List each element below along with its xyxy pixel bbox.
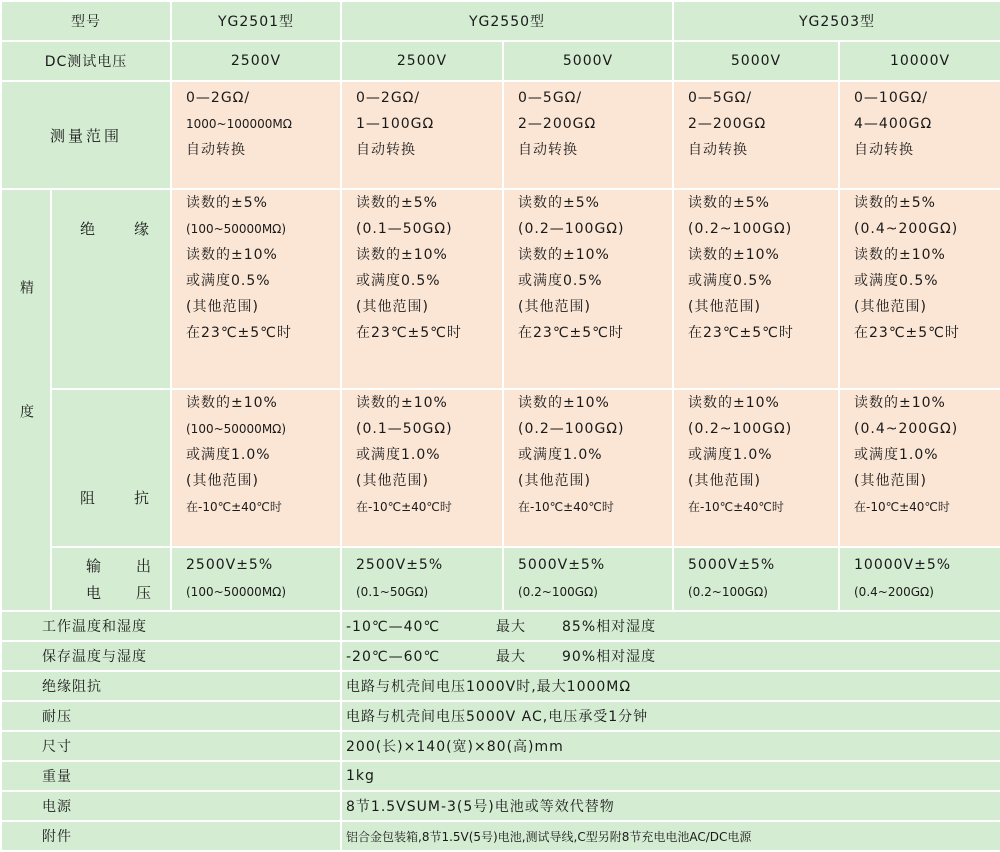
- resistance-line: 或满度1.0%: [356, 447, 441, 463]
- range-line: 0—5GΩ/: [688, 90, 753, 106]
- range-line: 自动转换: [186, 142, 246, 158]
- resistance-line: (100~50000MΩ): [186, 422, 287, 436]
- insulation-label-a: 绝: [80, 220, 97, 238]
- resistance-line: 在-10℃±40℃时: [854, 500, 950, 514]
- insulation-label-b: 缘: [133, 220, 150, 238]
- insulation-line: 在23℃±5℃时: [186, 325, 292, 341]
- resistance-label: [51, 389, 171, 547]
- insulation-line: (其他范围): [186, 299, 259, 315]
- insulation-line: 在23℃±5℃时: [518, 325, 624, 341]
- output-label-c: 电: [86, 584, 103, 602]
- insulation-line: 读数的±5%: [688, 195, 770, 211]
- resistance-line: 在-10℃±40℃时: [688, 500, 784, 514]
- insulation-line: 或满度0.5%: [356, 273, 441, 289]
- model-yg2501: YG2501型: [171, 1, 341, 41]
- voltage-row: [1, 41, 1000, 81]
- insulation-line: 读数的±5%: [518, 195, 600, 211]
- general-row: [1, 731, 1000, 761]
- header-row: [1, 1, 1000, 41]
- resistance-line: 读数的±10%: [518, 395, 610, 411]
- insulation-cell: [503, 189, 673, 389]
- output-cell: [673, 547, 839, 611]
- model-yg2503: YG2503型: [673, 1, 1000, 41]
- output-cell: [503, 547, 673, 611]
- voltage-value: 2500V: [341, 41, 503, 81]
- general-value: 200(长)×140(宽)×80(高)mm: [341, 731, 1000, 761]
- output-label-b: 出: [135, 557, 152, 575]
- insulation-line: (0.1—50GΩ): [356, 221, 453, 237]
- range-line: 0—2GΩ/: [356, 90, 421, 106]
- general-label: 尺寸: [1, 731, 341, 761]
- resistance-line: (其他范围): [688, 473, 761, 489]
- range-line: 2—200GΩ: [688, 116, 767, 132]
- resistance-cell: [341, 389, 503, 547]
- output-label-d: 压: [135, 584, 152, 602]
- insulation-line: 或满度0.5%: [854, 273, 939, 289]
- output-line: (0.2~100GΩ): [688, 585, 768, 599]
- insulation-cell: [341, 189, 503, 389]
- insulation-line: 读数的±10%: [854, 247, 946, 263]
- insulation-cell: [673, 189, 839, 389]
- model-yg2550: YG2550型: [341, 1, 673, 41]
- range-line: 0—2GΩ/: [186, 90, 251, 106]
- resistance-label-b: 抗: [133, 489, 150, 507]
- range-line: 2—200GΩ: [518, 116, 597, 132]
- range-line: 1—100GΩ: [356, 116, 435, 132]
- resistance-cell: [839, 389, 1000, 547]
- general-value-mid: 最大: [496, 619, 526, 635]
- resistance-line: 读数的±10%: [186, 395, 278, 411]
- resistance-line: 或满度1.0%: [854, 447, 939, 463]
- insulation-line: 或满度0.5%: [518, 273, 603, 289]
- insulation-line: (其他范围): [854, 299, 927, 315]
- resistance-label-a: 阻: [80, 489, 97, 507]
- output-cell: [839, 547, 1000, 611]
- range-row: [1, 81, 1000, 189]
- insulation-line: (0.2~100GΩ): [688, 221, 793, 237]
- insulation-line: (0.2—100GΩ): [518, 221, 625, 237]
- general-label: 工作温度和湿度: [1, 611, 341, 641]
- resistance-line: (0.2—100GΩ): [518, 421, 625, 437]
- insulation-row: [1, 189, 1000, 389]
- insulation-line: 或满度0.5%: [186, 273, 271, 289]
- insulation-label: [51, 189, 171, 389]
- insulation-line: 读数的±5%: [854, 195, 936, 211]
- voltage-value: 2500V: [171, 41, 341, 81]
- output-line: 5000V±5%: [688, 557, 776, 573]
- insulation-cell: [839, 189, 1000, 389]
- insulation-line: (100~50000MΩ): [186, 222, 287, 236]
- general-label: 绝缘阻抗: [1, 671, 341, 701]
- output-line: (100~50000MΩ): [186, 585, 287, 599]
- insulation-line: 或满度0.5%: [688, 273, 773, 289]
- resistance-line: (其他范围): [186, 473, 259, 489]
- range-cell: [673, 81, 839, 189]
- resistance-cell: [673, 389, 839, 547]
- general-value: [341, 611, 1000, 641]
- voltage-value: 5000V: [673, 41, 839, 81]
- output-cell: [171, 547, 341, 611]
- resistance-line: (0.2~100GΩ): [688, 421, 793, 437]
- range-line: 0—5GΩ/: [518, 90, 583, 106]
- output-row: [1, 547, 1000, 611]
- resistance-line: 在-10℃±40℃时: [356, 500, 452, 514]
- insulation-line: (其他范围): [356, 299, 429, 315]
- range-line: 1000~100000MΩ: [186, 117, 292, 131]
- accuracy-label: [1, 189, 51, 611]
- insulation-line: 读数的±10%: [356, 247, 448, 263]
- general-value-text: -20℃—60℃: [346, 649, 441, 665]
- output-line: 2500V±5%: [186, 557, 274, 573]
- accuracy-label-char: 精度: [18, 280, 34, 528]
- resistance-row: [1, 389, 1000, 547]
- resistance-line: (0.4~200GΩ): [854, 421, 959, 437]
- resistance-cell: [171, 389, 341, 547]
- output-line: 10000V±5%: [854, 557, 952, 573]
- general-label: 附件: [1, 821, 341, 851]
- general-row: [1, 761, 1000, 791]
- resistance-line: 在-10℃±40℃时: [518, 500, 614, 514]
- general-label: 电源: [1, 791, 341, 821]
- output-cell: [341, 547, 503, 611]
- general-value-text: -10℃—40℃: [346, 619, 441, 635]
- range-line: 4—400GΩ: [854, 116, 933, 132]
- range-line: 自动转换: [688, 142, 748, 158]
- range-cell: [839, 81, 1000, 189]
- general-label: 重量: [1, 761, 341, 791]
- resistance-line: 读数的±10%: [854, 395, 946, 411]
- insulation-line: 读数的±10%: [518, 247, 610, 263]
- insulation-line: 读数的±10%: [186, 247, 278, 263]
- general-value-mid: 最大: [496, 649, 526, 665]
- general-value: 铝合金包装箱,8节1.5V(5号)电池,测试导线,C型另附8节充电电池AC/DC电源: [341, 821, 1000, 851]
- range-line: 自动转换: [356, 142, 416, 158]
- general-label: 耐压: [1, 701, 341, 731]
- output-label: [51, 547, 171, 611]
- resistance-line: 或满度1.0%: [518, 447, 603, 463]
- insulation-line: (0.4~200GΩ): [854, 221, 959, 237]
- resistance-line: 或满度1.0%: [186, 447, 271, 463]
- resistance-line: 读数的±10%: [356, 395, 448, 411]
- resistance-line: (0.1—50GΩ): [356, 421, 453, 437]
- general-row: [1, 701, 1000, 731]
- output-line: 2500V±5%: [356, 557, 444, 573]
- voltage-value: 5000V: [503, 41, 673, 81]
- output-label-a: 输: [86, 557, 103, 575]
- range-label: 测量范围: [1, 81, 171, 189]
- general-row: [1, 641, 1000, 671]
- resistance-cell: [503, 389, 673, 547]
- range-cell: [503, 81, 673, 189]
- resistance-line: 在-10℃±40℃时: [186, 500, 282, 514]
- general-row: [1, 671, 1000, 701]
- voltage-value: 10000V: [839, 41, 1000, 81]
- general-row: [1, 791, 1000, 821]
- resistance-line: (其他范围): [518, 473, 591, 489]
- resistance-line: (其他范围): [854, 473, 927, 489]
- output-line: (0.2~100GΩ): [518, 585, 598, 599]
- insulation-line: 读数的±10%: [688, 247, 780, 263]
- range-line: 自动转换: [518, 142, 578, 158]
- model-label: 型号: [1, 1, 171, 41]
- general-value: 8节1.5VSUM-3(5号)电池或等效代替物: [341, 791, 1000, 821]
- insulation-line: (其他范围): [518, 299, 591, 315]
- general-value: 电路与机壳间电压1000V时,最大1000MΩ: [341, 671, 1000, 701]
- general-value: 1kg: [341, 761, 1000, 791]
- insulation-line: 在23℃±5℃时: [854, 325, 960, 341]
- general-value: 电路与机壳间电压5000V AC,电压承受1分钟: [341, 701, 1000, 731]
- general-row: [1, 821, 1000, 851]
- general-row: [1, 611, 1000, 641]
- insulation-line: 读数的±5%: [186, 195, 268, 211]
- resistance-line: 或满度1.0%: [688, 447, 773, 463]
- insulation-cell: [171, 189, 341, 389]
- resistance-line: (其他范围): [356, 473, 429, 489]
- insulation-line: 读数的±5%: [356, 195, 438, 211]
- general-value-tail: 85%相对湿度: [562, 619, 657, 635]
- range-line: 自动转换: [854, 142, 914, 158]
- insulation-line: (其他范围): [688, 299, 761, 315]
- output-line: (0.1~50GΩ): [356, 585, 429, 599]
- general-value-tail: 90%相对湿度: [562, 649, 657, 665]
- insulation-line: 在23℃±5℃时: [356, 325, 462, 341]
- range-line: 0—10GΩ/: [854, 90, 928, 106]
- output-line: (0.4~200GΩ): [854, 585, 934, 599]
- range-cell: [341, 81, 503, 189]
- range-cell: [171, 81, 341, 189]
- general-label: 保存温度与湿度: [1, 641, 341, 671]
- output-line: 5000V±5%: [518, 557, 606, 573]
- voltage-label: DC测试电压: [1, 41, 171, 81]
- general-value: [341, 641, 1000, 671]
- resistance-line: 读数的±10%: [688, 395, 780, 411]
- insulation-line: 在23℃±5℃时: [688, 325, 794, 341]
